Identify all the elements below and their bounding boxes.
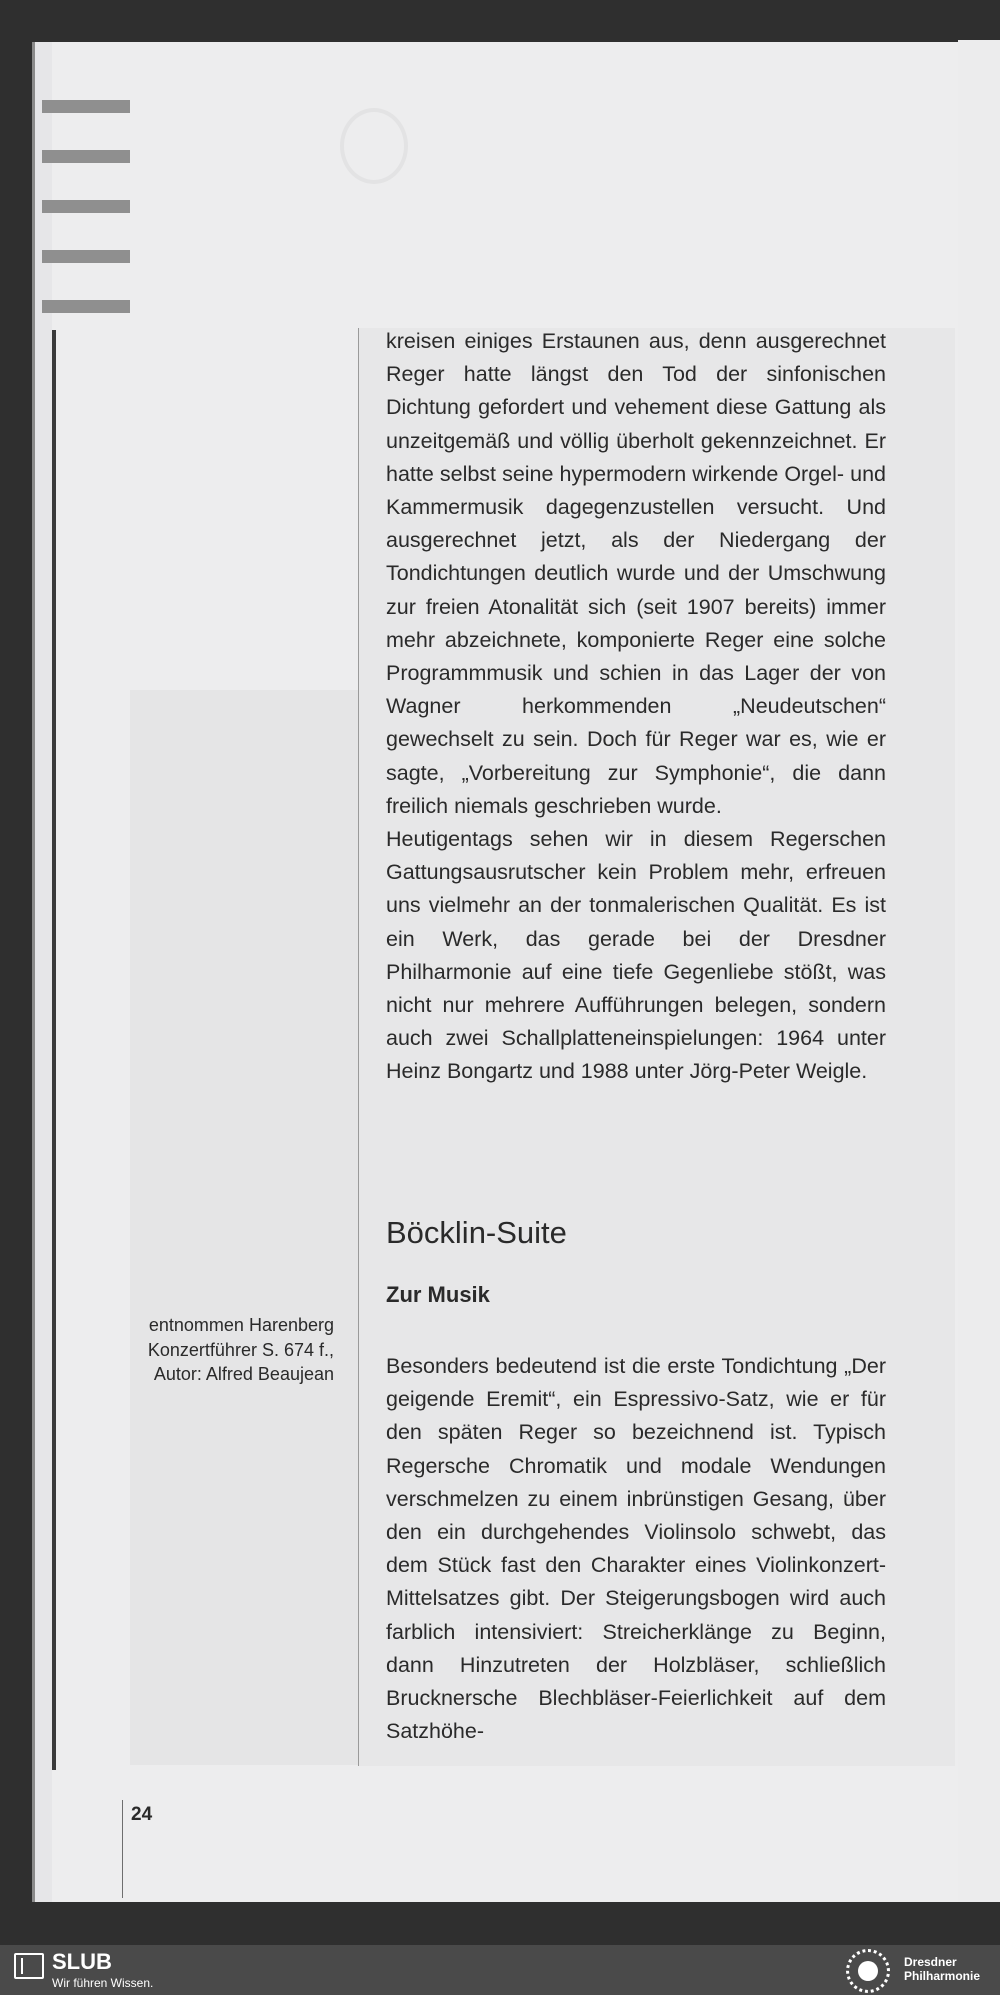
partner-name-line: Philharmonie (904, 1969, 981, 1983)
show-through-logo-icon (340, 108, 408, 184)
paragraph: Heutigentags sehen wir in diesem Regerschen Gattungsausrutscher kein Problem mehr, erfreuen uns vielmehr an der tonmalerischen Qualität. Es ist ein Werk, das gerade bei der Dresdner Philharmonie auf eine tiefe Gegenliebe stößt, was nicht nur mehrere Aufführungen belegen, sondern auch zwei Schallplatteneinspielungen: 1964 unter Heinz Bongartz und 1988 unter Jörg-Peter Weigle. (386, 827, 886, 1084)
library-name[interactable]: SLUB (52, 1949, 112, 1974)
index-tab-mark (42, 200, 130, 213)
source-note (128, 1313, 334, 1387)
footer-divider (122, 1800, 123, 1898)
source-note-line: entnommen Harenberg (148, 1315, 334, 1335)
section-title: Böcklin-Suite (386, 1215, 567, 1250)
index-tab-mark (42, 150, 130, 163)
library-tagline: Wir führen Wissen. (52, 1976, 154, 1990)
sidebar-background (130, 690, 358, 1765)
paragraph: Besonders bedeutend ist die erste Tondichtung „Der geigende Eremit“, ein Espressivo-Satz, wie er für den späten Reger so bezeichnend ist. Typisch Regersche Chromatik und modale Wendungen verschmelzen zu einem inbrünstigen Gesang, über den ein durchgehendes Violinsolo schwebt, das dem Stück fast den Charakter eines Violinkonzert-Mittelsatzes gibt. Der Steigerungsbogen wird auch farblich intensiviert: Streicherklänge zu Beginn, dann Hinzutreten der Holzbläser, schließlich Brucknersche Blechbläser-Feierlichkeit auf dem Satzhöhe- (386, 1354, 886, 1744)
partner-name[interactable] (904, 1955, 980, 1983)
index-tab-mark (42, 100, 130, 113)
column-divider (358, 328, 359, 1766)
philharmonie-logo-icon[interactable] (846, 1949, 890, 1993)
binding-spine (52, 330, 56, 1770)
partner-name-line: Dresdner (904, 1955, 957, 1969)
paragraph: kreisen einiges Erstaunen aus, denn ausgerechnet Reger hatte längst den Tod der sinfonischen Dichtung gefordert und vehement diese Gattung als unzeitgemäß und völlig überholt gekennzeichnet. Er hatte selbst seine hypermodern wirkende Orgel- und Kammermusik dagegenzustellen versucht. Und ausgerechnet jetzt, als der Niedergang der Tondichtungen deutlich wurde und der Umschwung zur freien Atonalität sich (seit 1907 bereits) immer mehr abzeichnete, komponierte Reger eine solche Programmmusik und schien in das Lager der von Wagner herkommenden „Neudeutschen“ gewechselt zu sein. Doch für Reger war es, wie er sagte, „Vorbereitung zur Symphonie“, die dann freilich niemals geschrieben wurde. (386, 329, 886, 818)
next-page-edge (958, 40, 1000, 1902)
source-note-line: Konzertführer S. 674 f., (147, 1339, 334, 1360)
slub-logo-icon[interactable] (14, 1953, 44, 1979)
body-text (386, 325, 886, 1089)
source-note-line: Autor: Alfred Beaujean (153, 1364, 334, 1384)
subheading: Zur Musik (386, 1282, 490, 1307)
index-tab-mark (42, 250, 130, 263)
viewer-footer-bar (0, 1945, 1000, 1995)
section-body-text (386, 1350, 886, 1748)
index-tab-mark (42, 300, 130, 313)
page-number: 24 (131, 1804, 153, 1825)
